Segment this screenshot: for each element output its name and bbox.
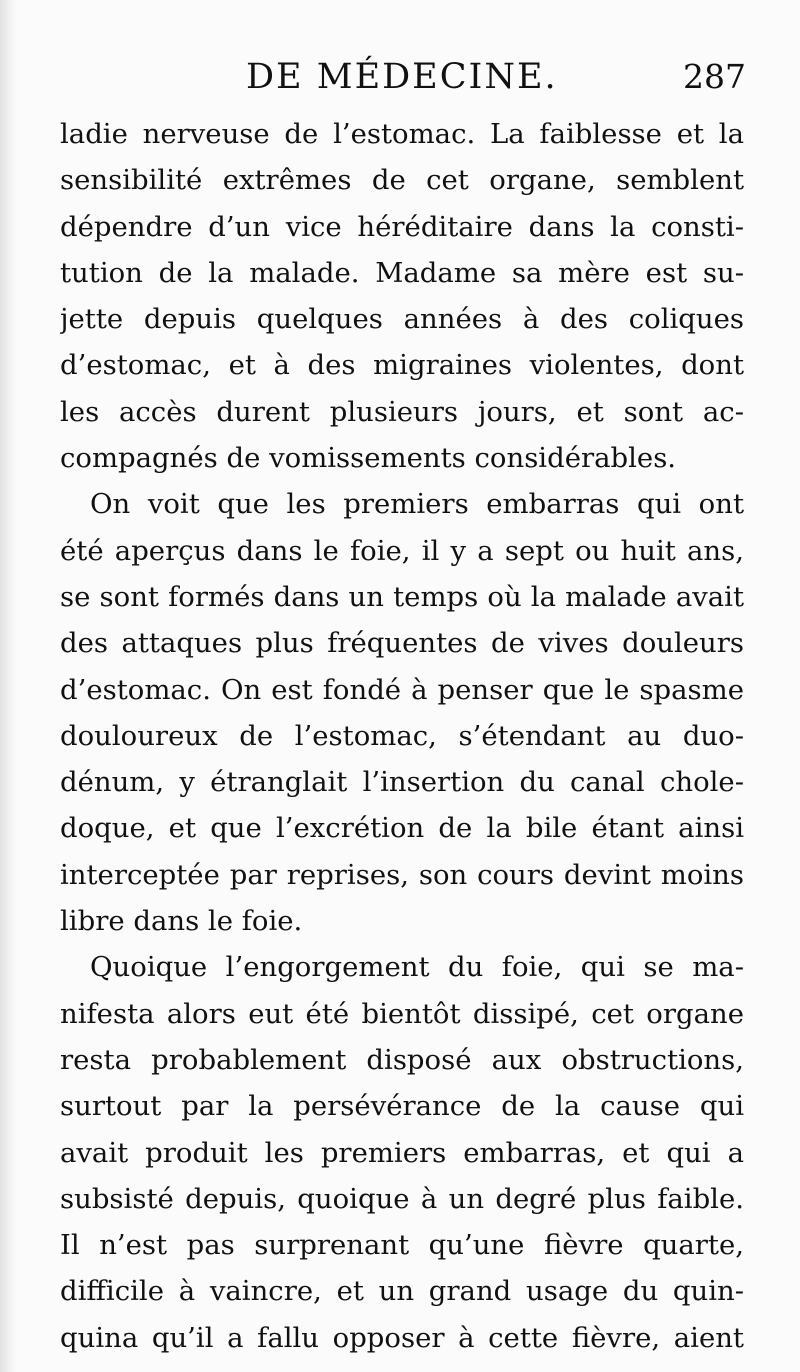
text-line: doque, et que l’excrétion de la bile étant ainsi <box>60 812 744 845</box>
paragraph-start-line: On voit que les premiers embarras qui ont <box>90 488 744 521</box>
page-header <box>60 52 750 102</box>
text-line: douloureux de l’estomac, s’étendant au duo- <box>60 719 744 752</box>
text-line: dénum, y étranglait l’insertion du canal chole- <box>60 766 744 799</box>
text-line: des attaques plus fréquentes de vives douleurs <box>60 627 744 660</box>
text-line: compagnés de vomissements considérables. <box>60 442 677 475</box>
text-line: ladie nerveuse de l’estomac. La faiblesse et la <box>60 118 744 150</box>
text-line: se sont formés dans un temps où la malade avait <box>60 580 744 613</box>
text-line: avait produit les premiers embarras, et qui a <box>60 1136 744 1169</box>
text-line: Il n’est pas surprenant qu’une fièvre quarte, <box>60 1229 744 1262</box>
running-head: DE MÉDECINE. <box>246 57 558 97</box>
text-line: resta probablement disposé aux obstructions, <box>60 1043 744 1076</box>
text-line: nifesta alors eut été bientôt dissipé, cet organe <box>60 997 744 1030</box>
text-line: subsisté depuis, quoique à un degré plus faible. <box>60 1182 744 1215</box>
text-line: été aperçus dans le foie, il y a sept ou huit ans, <box>60 534 744 567</box>
text-line: tution de la malade. Madame sa mère est su- <box>60 256 744 289</box>
text-line: les accès durent plusieurs jours, et sont ac- <box>60 395 744 428</box>
text-line: dépendre d’un vice héréditaire dans la consti- <box>60 210 744 243</box>
text-line: d’estomac. On est fondé à penser que le spasme <box>60 673 744 706</box>
paragraph-start-line: Quoique l’engorgement du foie, qui se ma- <box>90 951 744 984</box>
body-text <box>60 111 744 1361</box>
text-line: difficile à vaincre, et un grand usage du quin- <box>60 1275 744 1308</box>
text-line: quina qu’il a fallu opposer à cette fièvre, aient <box>60 1321 744 1354</box>
page-gutter-shadow <box>0 0 16 1372</box>
text-line: libre dans le foie. <box>60 905 303 938</box>
text-line: interceptée par reprises, son cours devint moins <box>60 858 744 891</box>
text-line: sensibilité extrêmes de cet organe, semblent <box>60 164 744 197</box>
page-number: 287 <box>683 57 746 96</box>
text-line: d’estomac, et à des migraines violentes, dont <box>60 349 744 382</box>
text-line: jette depuis quelques années à des coliques <box>60 303 744 336</box>
text-line: surtout par la persévérance de la cause qui <box>60 1090 744 1123</box>
